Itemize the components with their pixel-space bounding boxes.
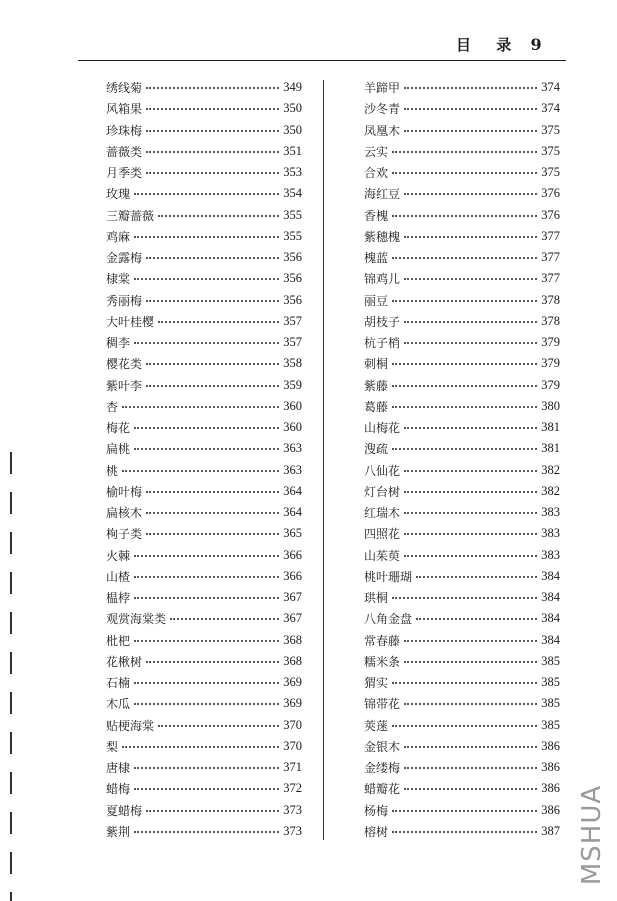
dot-leader: [170, 617, 279, 620]
toc-entry: [106, 162, 302, 183]
column-divider: [323, 80, 324, 840]
toc-entry-name: 扁桃: [106, 442, 131, 457]
toc-entry: [106, 693, 302, 714]
toc-entry-name: 紫穗槐: [364, 229, 401, 244]
toc-entry: [364, 821, 560, 842]
dot-leader: [392, 809, 537, 812]
toc-entry-page: 387: [541, 823, 560, 838]
dot-leader: [134, 447, 279, 450]
toc-entry-name: 樱花类: [106, 357, 143, 372]
toc-entry-name: 栒子类: [106, 527, 143, 542]
toc-entry-name: 糯米条: [364, 654, 401, 669]
toc-entry-name: 莢蒾: [364, 718, 389, 733]
toc-entry: [364, 205, 560, 226]
toc-entry: [106, 141, 302, 162]
toc-entry-page: 364: [283, 483, 302, 498]
toc-entry-page: 386: [541, 738, 560, 753]
toc-entry: [106, 226, 302, 247]
toc-entry-name: 山茱萸: [364, 548, 401, 563]
toc-entry: [106, 778, 302, 799]
dot-leader: [134, 639, 279, 642]
toc-entry: [106, 608, 302, 629]
toc-entry-name: 风箱果: [106, 102, 143, 117]
toc-entry-name: 梨: [106, 739, 119, 754]
toc-entry: [106, 545, 302, 566]
toc-entry: [364, 375, 560, 396]
dot-leader: [134, 596, 279, 599]
dot-leader: [146, 256, 279, 259]
toc-entry-page: 364: [283, 505, 302, 520]
toc-entry: [364, 523, 560, 544]
toc-entry-name: 花楸树: [106, 654, 143, 669]
toc-entry-page: 349: [283, 80, 302, 95]
toc-entry-page: 359: [283, 377, 302, 392]
dot-leader: [404, 277, 537, 280]
page-header: [456, 34, 542, 55]
dot-leader: [146, 86, 279, 89]
toc-entry: [364, 268, 560, 289]
toc-entry-name: 榕树: [364, 824, 389, 839]
dot-leader: [404, 554, 537, 557]
toc-entry-page: 350: [283, 101, 302, 116]
dot-leader: [146, 299, 279, 302]
toc-entry: [106, 332, 302, 353]
toc-entry: [364, 693, 560, 714]
toc-entry: [106, 523, 302, 544]
toc-entry: [106, 651, 302, 672]
toc-entry: [364, 226, 560, 247]
toc-entry-page: 375: [541, 122, 560, 137]
toc-entry-page: 372: [283, 781, 302, 796]
toc-entry-name: 秀丽梅: [106, 293, 143, 308]
toc-entry-name: 石楠: [106, 676, 131, 691]
toc-entry-name: 紫叶李: [106, 378, 143, 393]
toc-entry-page: 375: [541, 165, 560, 180]
toc-entry: [364, 77, 560, 98]
toc-entry-page: 376: [541, 207, 560, 222]
toc-entry: [106, 98, 302, 119]
toc-entry-page: 384: [541, 568, 560, 583]
toc-entry: [106, 800, 302, 821]
toc-entry: [106, 290, 302, 311]
toc-entry: [364, 481, 560, 502]
dot-leader: [392, 681, 537, 684]
dot-leader: [404, 192, 537, 195]
toc-entry-page: 358: [283, 356, 302, 371]
toc-entry: [106, 566, 302, 587]
toc-entry-name: 珙桐: [364, 591, 389, 606]
toc-entry: [106, 247, 302, 268]
toc-entry-page: 374: [541, 101, 560, 116]
toc-entry-page: 385: [541, 717, 560, 732]
toc-entry-page: 373: [283, 802, 302, 817]
toc-entry-name: 八角金盘: [364, 612, 413, 627]
toc-entry-page: 373: [283, 823, 302, 838]
toc-entry-page: 355: [283, 228, 302, 243]
toc-entry-page: 386: [541, 781, 560, 796]
toc-entry: [364, 502, 560, 523]
toc-entry-page: 374: [541, 80, 560, 95]
toc-entry-name: 云实: [364, 144, 389, 159]
dot-leader: [134, 575, 279, 578]
toc-entry: [106, 77, 302, 98]
toc-entry-page: 384: [541, 590, 560, 605]
toc-entry-name: 香槐: [364, 208, 389, 223]
toc-entry-name: 蔷薇类: [106, 144, 143, 159]
dot-leader: [392, 724, 537, 727]
dot-leader: [392, 214, 537, 217]
toc-entry-name: 锦鸡儿: [364, 272, 401, 287]
toc-entry-name: 锦带花: [364, 697, 401, 712]
dot-leader: [404, 532, 537, 535]
toc-entry: [364, 98, 560, 119]
dot-leader: [404, 639, 537, 642]
dot-leader: [404, 766, 537, 769]
toc-entry: [364, 460, 560, 481]
dot-leader: [134, 426, 279, 429]
dot-leader: [392, 150, 537, 153]
dot-leader: [158, 320, 279, 323]
toc-entry: [106, 417, 302, 438]
toc-entry-page: 368: [283, 632, 302, 647]
toc-entry-page: 365: [283, 526, 302, 541]
toc-entry-name: 金缕梅: [364, 761, 401, 776]
toc-entry-name: 凤凰木: [364, 123, 401, 138]
toc-entry-page: 383: [541, 547, 560, 562]
toc-entry: [106, 587, 302, 608]
toc-entry-name: 金露梅: [106, 251, 143, 266]
toc-entry: [106, 311, 302, 332]
toc-entry-page: 363: [283, 441, 302, 456]
toc-entry-page: 382: [541, 483, 560, 498]
toc-entry-page: 369: [283, 696, 302, 711]
toc-entry-name: 蜡梅: [106, 782, 131, 797]
toc-entry-page: 385: [541, 675, 560, 690]
toc-entry: [106, 736, 302, 757]
toc-entry: [364, 332, 560, 353]
toc-entry-name: 杭子梢: [364, 336, 401, 351]
toc-entry-page: 369: [283, 675, 302, 690]
toc-entry-page: 383: [541, 526, 560, 541]
toc-entry-name: 观赏海棠类: [106, 612, 167, 627]
toc-entry-page: 366: [283, 547, 302, 562]
dot-leader: [134, 192, 279, 195]
toc-entry-page: 360: [283, 420, 302, 435]
toc-entry-name: 猬实: [364, 676, 389, 691]
dot-leader: [146, 660, 279, 663]
toc-entry-name: 唐棣: [106, 761, 131, 776]
toc-entry-name: 山梅花: [364, 421, 401, 436]
dot-leader: [134, 702, 279, 705]
dot-leader: [146, 362, 279, 365]
toc-entry: [364, 396, 560, 417]
toc-entry: [106, 672, 302, 693]
toc-entry: [106, 821, 302, 842]
toc-entry-name: 常春藤: [364, 633, 401, 648]
dot-leader: [392, 362, 537, 365]
dot-leader: [392, 405, 537, 408]
toc-entry-page: 384: [541, 632, 560, 647]
toc-entry-page: 375: [541, 143, 560, 158]
toc-entry-name: 四照花: [364, 527, 401, 542]
toc-entry-name: 玫瑰: [106, 187, 131, 202]
toc-entry-name: 棣棠: [106, 272, 131, 287]
toc-entry-name: 鸡麻: [106, 229, 131, 244]
toc-entry: [364, 566, 560, 587]
toc-entry-page: 354: [283, 186, 302, 201]
dot-leader: [146, 150, 279, 153]
dot-leader: [404, 469, 537, 472]
toc-entry-name: 红瑞木: [364, 506, 401, 521]
header-title: 目 录: [456, 36, 522, 54]
dot-leader: [404, 235, 537, 238]
toc-entry-page: 379: [541, 377, 560, 392]
toc-entry-page: 366: [283, 568, 302, 583]
toc-entry: [106, 481, 302, 502]
dot-leader: [134, 787, 279, 790]
toc-entry: [106, 268, 302, 289]
toc-entry-name: 桃叶珊瑚: [364, 569, 413, 584]
dot-leader: [392, 384, 537, 387]
toc-entry-name: 桃: [106, 463, 119, 478]
dot-leader: [134, 830, 279, 833]
toc-entry: [364, 162, 560, 183]
toc-entry-name: 绣线菊: [106, 81, 143, 96]
toc-entry: [364, 651, 560, 672]
toc-entry-name: 沙冬青: [364, 102, 401, 117]
dot-leader: [134, 554, 279, 557]
toc-entry-name: 山楂: [106, 569, 131, 584]
toc-entry-page: 368: [283, 653, 302, 668]
header-page-number: 9: [530, 35, 542, 54]
toc-entry-name: 八仙花: [364, 463, 401, 478]
toc-entry-name: 贴梗海棠: [106, 718, 155, 733]
toc-entry: [106, 757, 302, 778]
toc-entry-name: 枇杷: [106, 633, 131, 648]
dot-leader: [404, 787, 537, 790]
toc-entry-name: 木瓜: [106, 697, 131, 712]
toc-column-right: [364, 77, 560, 842]
toc-entry: [364, 715, 560, 736]
toc-entry-page: 357: [283, 335, 302, 350]
toc-entry-page: 351: [283, 143, 302, 158]
toc-entry: [106, 353, 302, 374]
toc-entry-name: 灯台树: [364, 484, 401, 499]
toc-entry-page: 382: [541, 462, 560, 477]
toc-entry: [364, 417, 560, 438]
toc-entry-page: 381: [541, 441, 560, 456]
toc-entry-name: 羊蹄甲: [364, 81, 401, 96]
toc-entry-name: 胡枝子: [364, 314, 401, 329]
toc-entry-name: 葛藤: [364, 399, 389, 414]
toc-entry: [364, 672, 560, 693]
header-rule: [78, 60, 566, 61]
dot-leader: [404, 129, 537, 132]
toc-entry-page: 386: [541, 802, 560, 817]
toc-entry-page: 370: [283, 717, 302, 732]
margin-scan-marks: [10, 452, 12, 901]
dot-leader: [158, 214, 279, 217]
dot-leader: [134, 235, 279, 238]
toc-entry-page: 363: [283, 462, 302, 477]
dot-leader: [122, 405, 279, 408]
dot-leader: [146, 809, 279, 812]
toc-entry: [106, 183, 302, 204]
toc-entry-page: 371: [283, 760, 302, 775]
toc-entry-name: 丽豆: [364, 293, 389, 308]
toc-entry: [364, 608, 560, 629]
dot-leader: [158, 724, 279, 727]
toc-entry-page: 350: [283, 122, 302, 137]
toc-entry-page: 356: [283, 271, 302, 286]
toc-entry-page: 378: [541, 313, 560, 328]
dot-leader: [404, 320, 537, 323]
toc-entry-page: 367: [283, 611, 302, 626]
toc-entry: [364, 757, 560, 778]
dot-leader: [134, 277, 279, 280]
toc-entry: [364, 736, 560, 757]
toc-entry: [106, 375, 302, 396]
toc-entry-name: 夏蜡梅: [106, 803, 143, 818]
dot-leader: [146, 107, 279, 110]
toc-entry-name: 扁核木: [106, 506, 143, 521]
toc-entry-page: 385: [541, 653, 560, 668]
dot-leader: [122, 745, 279, 748]
toc-entry-page: 379: [541, 356, 560, 371]
toc-entry: [106, 396, 302, 417]
toc-entry-name: 月季类: [106, 166, 143, 181]
toc-entry-page: 386: [541, 760, 560, 775]
toc-entry-page: 376: [541, 186, 560, 201]
toc-entry-name: 大叶桂樱: [106, 314, 155, 329]
toc-entry: [364, 120, 560, 141]
dot-leader: [392, 830, 537, 833]
dot-leader: [392, 256, 537, 259]
dot-leader: [392, 299, 537, 302]
dot-leader: [416, 617, 537, 620]
dot-leader: [392, 447, 537, 450]
toc-entry: [364, 778, 560, 799]
dot-leader: [404, 490, 537, 493]
toc-entry-name: 珍珠梅: [106, 123, 143, 138]
toc-entry-page: 380: [541, 398, 560, 413]
dot-leader: [404, 702, 537, 705]
dot-leader: [146, 532, 279, 535]
toc-entry: [364, 587, 560, 608]
toc-entry-page: 377: [541, 250, 560, 265]
dot-leader: [404, 511, 537, 514]
dot-leader: [392, 596, 537, 599]
toc-entry: [106, 205, 302, 226]
toc-entry-page: 370: [283, 738, 302, 753]
dot-leader: [146, 171, 279, 174]
toc-entry-name: 海红豆: [364, 187, 401, 202]
toc-entry: [364, 438, 560, 459]
toc-entry-page: 381: [541, 420, 560, 435]
watermark: [572, 780, 612, 890]
toc-entry: [364, 183, 560, 204]
toc-entry-name: 蜡瓣花: [364, 782, 401, 797]
dot-leader: [404, 426, 537, 429]
toc-entry-page: 377: [541, 228, 560, 243]
toc-entry-page: 360: [283, 398, 302, 413]
toc-entry-name: 紫藤: [364, 378, 389, 393]
toc-entry-name: 稠李: [106, 336, 131, 351]
toc-entry-name: 榅桲: [106, 591, 131, 606]
toc-entry-name: 梅花: [106, 421, 131, 436]
toc-entry-page: 356: [283, 250, 302, 265]
toc-entry-name: 紫荆: [106, 824, 131, 839]
toc-entry-name: 溲疏: [364, 442, 389, 457]
dot-leader: [134, 681, 279, 684]
toc-entry-page: 383: [541, 505, 560, 520]
dot-leader: [404, 341, 537, 344]
toc-entry: [364, 353, 560, 374]
dot-leader: [134, 766, 279, 769]
toc-entry: [364, 630, 560, 651]
toc-entry-page: 378: [541, 292, 560, 307]
toc-entry-page: 367: [283, 590, 302, 605]
toc-entry: [364, 290, 560, 311]
toc-entry-name: 榆叶梅: [106, 484, 143, 499]
toc-entry-page: 355: [283, 207, 302, 222]
toc-entry: [364, 311, 560, 332]
toc-entry: [106, 438, 302, 459]
toc-entry: [106, 715, 302, 736]
dot-leader: [404, 107, 537, 110]
dot-leader: [404, 660, 537, 663]
toc-entry-page: 357: [283, 313, 302, 328]
toc-entry-name: 火棘: [106, 548, 131, 563]
dot-leader: [146, 511, 279, 514]
toc-column-left: [106, 77, 302, 842]
toc-entry: [364, 545, 560, 566]
watermark-text: MSHUA: [577, 784, 607, 886]
toc-entry-name: 合欢: [364, 166, 389, 181]
dot-leader: [134, 341, 279, 344]
toc-entry: [106, 502, 302, 523]
dot-leader: [146, 129, 279, 132]
toc-entry: [106, 460, 302, 481]
toc-entry: [106, 120, 302, 141]
toc-entry-page: 385: [541, 696, 560, 711]
toc-entry: [364, 800, 560, 821]
toc-entry: [106, 630, 302, 651]
toc-entry-name: 杨梅: [364, 803, 389, 818]
toc-entry-page: 356: [283, 292, 302, 307]
dot-leader: [122, 469, 279, 472]
toc-entry-name: 杏: [106, 399, 119, 414]
toc-entry-name: 金银木: [364, 739, 401, 754]
dot-leader: [146, 490, 279, 493]
dot-leader: [416, 575, 537, 578]
toc-entry-page: 353: [283, 165, 302, 180]
toc-entry-page: 379: [541, 335, 560, 350]
toc-entry: [364, 247, 560, 268]
toc-entry-page: 384: [541, 611, 560, 626]
toc-entry-name: 槐蓝: [364, 251, 389, 266]
toc-entry-name: 三瓣蔷薇: [106, 208, 155, 223]
toc-entry: [364, 141, 560, 162]
dot-leader: [404, 86, 537, 89]
dot-leader: [392, 171, 537, 174]
toc-entry-page: 377: [541, 271, 560, 286]
dot-leader: [146, 384, 279, 387]
toc-entry-name: 刺桐: [364, 357, 389, 372]
dot-leader: [404, 745, 537, 748]
